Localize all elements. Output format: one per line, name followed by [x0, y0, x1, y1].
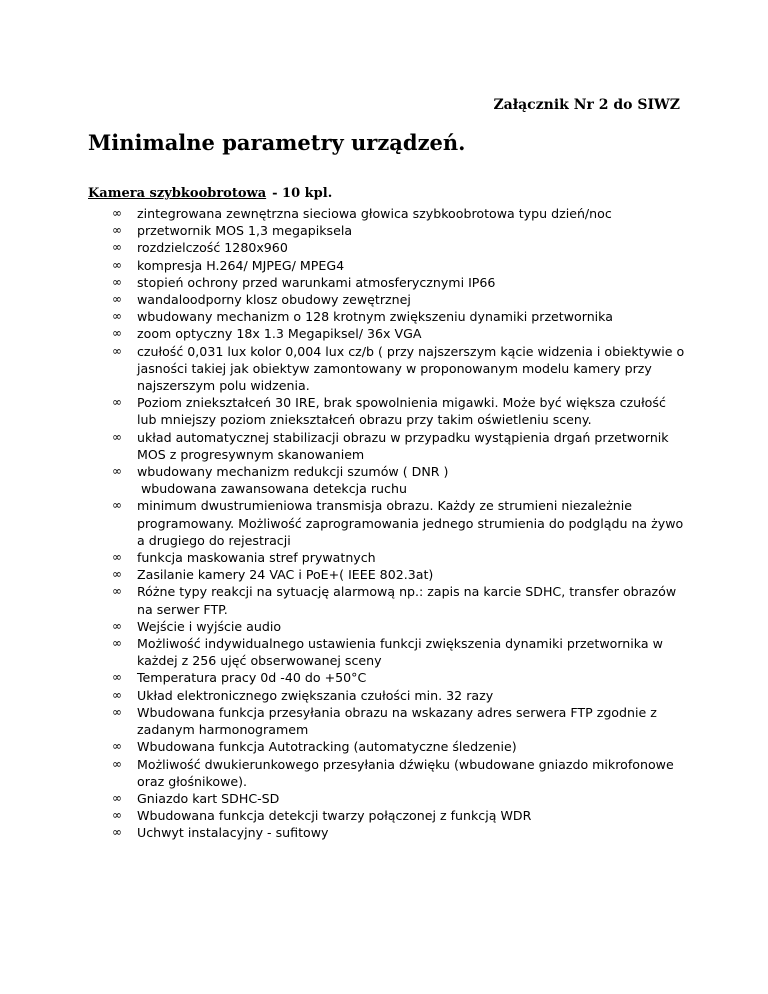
list-item-text: Uchwyt instalacyjny - sufitowy — [137, 825, 329, 841]
list-item — [112, 222, 687, 239]
list-item-text: Wbudowana funkcja detekcji twarzy połączonej z funkcją WDR — [137, 808, 532, 824]
list-item — [112, 463, 687, 497]
list-item-text: Wbudowana funkcja Autotracking (automatyczne śledzenie) — [137, 739, 517, 755]
infinity-bullet-icon: ∞ — [112, 704, 122, 719]
infinity-bullet-icon: ∞ — [112, 240, 122, 255]
list-item-text: Zasilanie kamery 24 VAC i PoE+( IEEE 802.3at) — [137, 567, 434, 583]
list-item-text: Wbudowana funkcja przesyłania obrazu na wskazany adres serwera FTP zgodnie z zadanym harmonogramem — [137, 704, 657, 738]
list-item-subtext: wbudowana zawansowana detekcja ruchu — [141, 481, 407, 497]
list-item-text: Możliwość indywidualnego ustawienia funkcji zwiększenia dynamiki przetwornika w każdej z 256 ujęć obserwowanej sceny — [137, 636, 663, 669]
list-item — [112, 429, 687, 463]
infinity-bullet-icon: ∞ — [112, 395, 122, 410]
infinity-bullet-icon: ∞ — [112, 618, 122, 633]
list-item — [112, 205, 687, 222]
list-item — [112, 738, 687, 755]
infinity-bullet-icon: ∞ — [112, 825, 122, 840]
infinity-bullet-icon: ∞ — [112, 257, 122, 272]
parameters-list — [112, 205, 687, 842]
list-item-text: układ automatycznej stabilizacji obrazu w przypadku wystąpienia drgań przetwornik MOS z progresywnym skanowaniem — [137, 429, 669, 462]
list-item-text: stopień ochrony przed warunkami atmosferycznymi IP66 — [137, 274, 496, 290]
list-item-text: Poziom zniekształceń 30 IRE, brak spowolnienia migawki. Może być większa czułość lub mniejszy poziom zniekształceń obrazu przy takim oświetleniu sceny. — [137, 395, 666, 428]
list-item — [112, 669, 687, 686]
list-item-text: zoom optyczny 18x 1.3 Megapiksel/ 36x VGA — [137, 326, 422, 342]
infinity-bullet-icon: ∞ — [112, 464, 122, 479]
infinity-bullet-icon: ∞ — [112, 567, 122, 582]
section-count: - 10 kpl. — [272, 186, 333, 201]
section-name: Kamera szybkoobrotowa — [88, 186, 267, 201]
list-item — [112, 308, 687, 325]
list-item-text: zintegrowana zewnętrzna sieciowa głowica szybkoobrotowa typu dzień/noc — [137, 206, 612, 221]
infinity-bullet-icon: ∞ — [112, 670, 122, 685]
list-item — [112, 790, 687, 807]
infinity-bullet-icon: ∞ — [112, 206, 122, 220]
list-item-text: funkcja maskowania stref prywatnych — [137, 550, 376, 566]
list-item — [112, 549, 687, 566]
infinity-bullet-icon: ∞ — [112, 687, 122, 702]
list-item — [112, 756, 687, 790]
list-item — [112, 274, 687, 291]
list-item-text: wbudowany mechanizm redukcji szumów ( DNR ) — [137, 464, 449, 480]
list-item-text: kompresja H.264/ MJPEG/ MPEG4 — [137, 257, 345, 273]
list-item-text: Wejście i wyjście audio — [137, 618, 282, 634]
list-item-text: Temperatura pracy 0d -40 do +50°C — [137, 670, 367, 686]
list-item-text: czułość 0,031 lux kolor 0,004 lux cz/b ( przy najszerszym kącie widzenia i obiektywie o jasności takiej jak obiektyw zamontowany w proponowanym modelu kamery przy najszerszym polu widzenia. — [137, 343, 685, 394]
list-item-text: Układ elektronicznego zwiększania czułości min. 32 razy — [137, 687, 494, 703]
list-item — [112, 394, 687, 428]
infinity-bullet-icon: ∞ — [112, 739, 122, 754]
infinity-bullet-icon: ∞ — [112, 223, 122, 238]
list-item — [112, 635, 687, 669]
list-item-text: wandaloodporny klosz obudowy zewętrznej — [137, 292, 411, 308]
list-item — [112, 239, 687, 256]
infinity-bullet-icon: ∞ — [112, 808, 122, 823]
section-heading — [88, 186, 332, 201]
infinity-bullet-icon: ∞ — [112, 790, 122, 805]
infinity-bullet-icon: ∞ — [112, 636, 122, 651]
list-item-text: minimum dwustrumieniowa transmisja obrazu. Każdy ze strumieni niezależnie programowany. Możliwość zaprogramowania jednego strumienia do podglądu na żywo a drugiego do rejestracji — [137, 498, 684, 548]
list-item-text: Możliwość dwukierunkowego przesyłania dźwięku (wbudowane gniazdo mikrofonowe oraz głośnikowe). — [137, 756, 674, 789]
infinity-bullet-icon: ∞ — [112, 274, 122, 289]
infinity-bullet-icon: ∞ — [112, 756, 122, 771]
infinity-bullet-icon: ∞ — [112, 498, 122, 513]
infinity-bullet-icon: ∞ — [112, 584, 122, 599]
infinity-bullet-icon: ∞ — [112, 292, 122, 307]
infinity-bullet-icon: ∞ — [112, 343, 122, 358]
infinity-bullet-icon: ∞ — [112, 309, 122, 324]
list-item — [112, 583, 687, 617]
infinity-bullet-icon: ∞ — [112, 429, 122, 444]
annex-label: Załącznik Nr 2 do SIWZ — [493, 97, 680, 113]
list-item — [112, 824, 687, 841]
infinity-bullet-icon: ∞ — [112, 326, 122, 341]
page-title: Minimalne parametry urządzeń. — [88, 130, 466, 155]
list-item — [112, 325, 687, 342]
list-item — [112, 618, 687, 635]
infinity-bullet-icon: ∞ — [112, 550, 122, 565]
list-item-text: Różne typy reakcji na sytuację alarmową np.: zapis na karcie SDHC, transfer obrazów na serwer FTP. — [137, 584, 677, 617]
list-item-text: przetwornik MOS 1,3 megapiksela — [137, 223, 353, 239]
list-item — [112, 257, 687, 274]
list-item — [112, 687, 687, 704]
list-item-text: Gniazdo kart SDHC-SD — [137, 790, 280, 806]
list-item — [112, 497, 687, 549]
list-item-text: wbudowany mechanizm o 128 krotnym zwiększeniu dynamiki przetwornika — [137, 309, 613, 325]
list-item — [112, 291, 687, 308]
list-item — [112, 566, 687, 583]
list-item — [112, 807, 687, 824]
list-item — [112, 343, 687, 395]
list-item-text: rozdzielczość 1280x960 — [137, 240, 288, 256]
list-item — [112, 704, 687, 738]
